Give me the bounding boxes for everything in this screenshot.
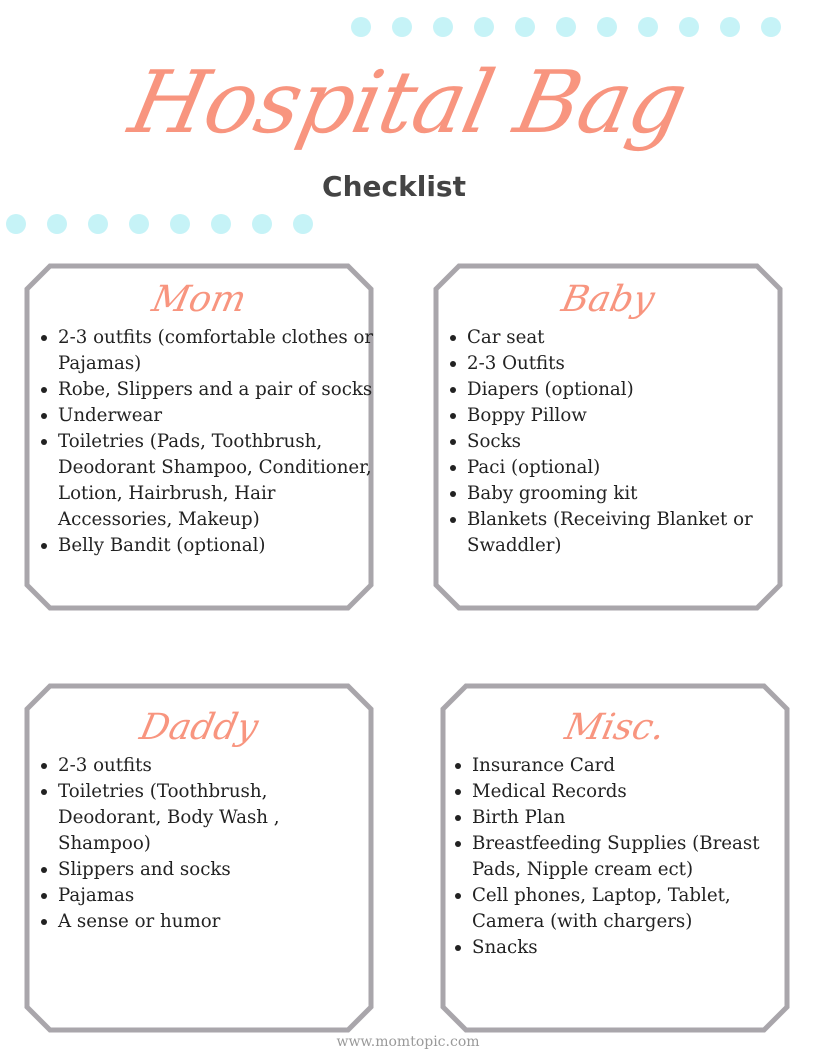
baby-heading: Baby bbox=[558, 279, 659, 320]
list-item: Baby grooming kit bbox=[467, 481, 783, 507]
list-item: Socks bbox=[467, 429, 783, 455]
daddy-item-list bbox=[24, 753, 374, 935]
list-item: Medical Records bbox=[472, 779, 790, 805]
list-item: Belly Bandit (optional) bbox=[58, 533, 374, 559]
mom-item-list bbox=[24, 325, 374, 559]
list-item: Paci (optional) bbox=[467, 455, 783, 481]
dot bbox=[88, 214, 108, 234]
list-item: 2-3 outfits (comfortable clothes or Pajamas) bbox=[58, 325, 374, 377]
list-item: 2-3 outfits bbox=[58, 753, 374, 779]
misc-item-list bbox=[440, 753, 790, 961]
dot bbox=[6, 214, 26, 234]
dot bbox=[47, 214, 67, 234]
misc-heading: Misc. bbox=[561, 707, 669, 748]
daddy-checklist-card bbox=[24, 683, 374, 1033]
dot bbox=[129, 214, 149, 234]
list-item: Breastfeeding Supplies (Breast Pads, Nipple cream ect) bbox=[472, 831, 790, 883]
list-item: 2-3 Outfits bbox=[467, 351, 783, 377]
dot bbox=[293, 214, 313, 234]
page-subtitle: Checklist bbox=[322, 170, 466, 203]
footer-website: www.momtopic.com bbox=[336, 1034, 480, 1050]
baby-checklist-card bbox=[433, 263, 783, 611]
list-item: Boppy Pillow bbox=[467, 403, 783, 429]
list-item: Snacks bbox=[472, 935, 790, 961]
list-item: Blankets (Receiving Blanket or Swaddler) bbox=[467, 507, 783, 559]
mom-heading: Mom bbox=[148, 279, 250, 320]
decorative-dots-bottom bbox=[6, 214, 313, 234]
list-item: A sense or humor bbox=[58, 909, 374, 935]
list-item: Slippers and socks bbox=[58, 857, 374, 883]
list-item: Toiletries (Pads, Toothbrush, Deodorant Shampoo, Conditioner, Lotion, Hairbrush, Hair Accessories, Makeup) bbox=[58, 429, 374, 533]
list-item: Underwear bbox=[58, 403, 374, 429]
page-title: Hospital Bag bbox=[121, 53, 695, 153]
list-item: Robe, Slippers and a pair of socks bbox=[58, 377, 374, 403]
list-item: Birth Plan bbox=[472, 805, 790, 831]
list-item: Cell phones, Laptop, Tablet, Camera (with chargers) bbox=[472, 883, 790, 935]
list-item: Diapers (optional) bbox=[467, 377, 783, 403]
list-item: Car seat bbox=[467, 325, 783, 351]
list-item: Pajamas bbox=[58, 883, 374, 909]
list-item: Toiletries (Toothbrush, Deodorant, Body Wash , Shampoo) bbox=[58, 779, 374, 857]
dot bbox=[170, 214, 190, 234]
baby-item-list bbox=[433, 325, 783, 559]
dot bbox=[252, 214, 272, 234]
misc-checklist-card bbox=[440, 683, 790, 1033]
list-item: Insurance Card bbox=[472, 753, 790, 779]
dot bbox=[211, 214, 231, 234]
mom-checklist-card bbox=[24, 263, 374, 611]
daddy-heading: Daddy bbox=[136, 707, 262, 748]
